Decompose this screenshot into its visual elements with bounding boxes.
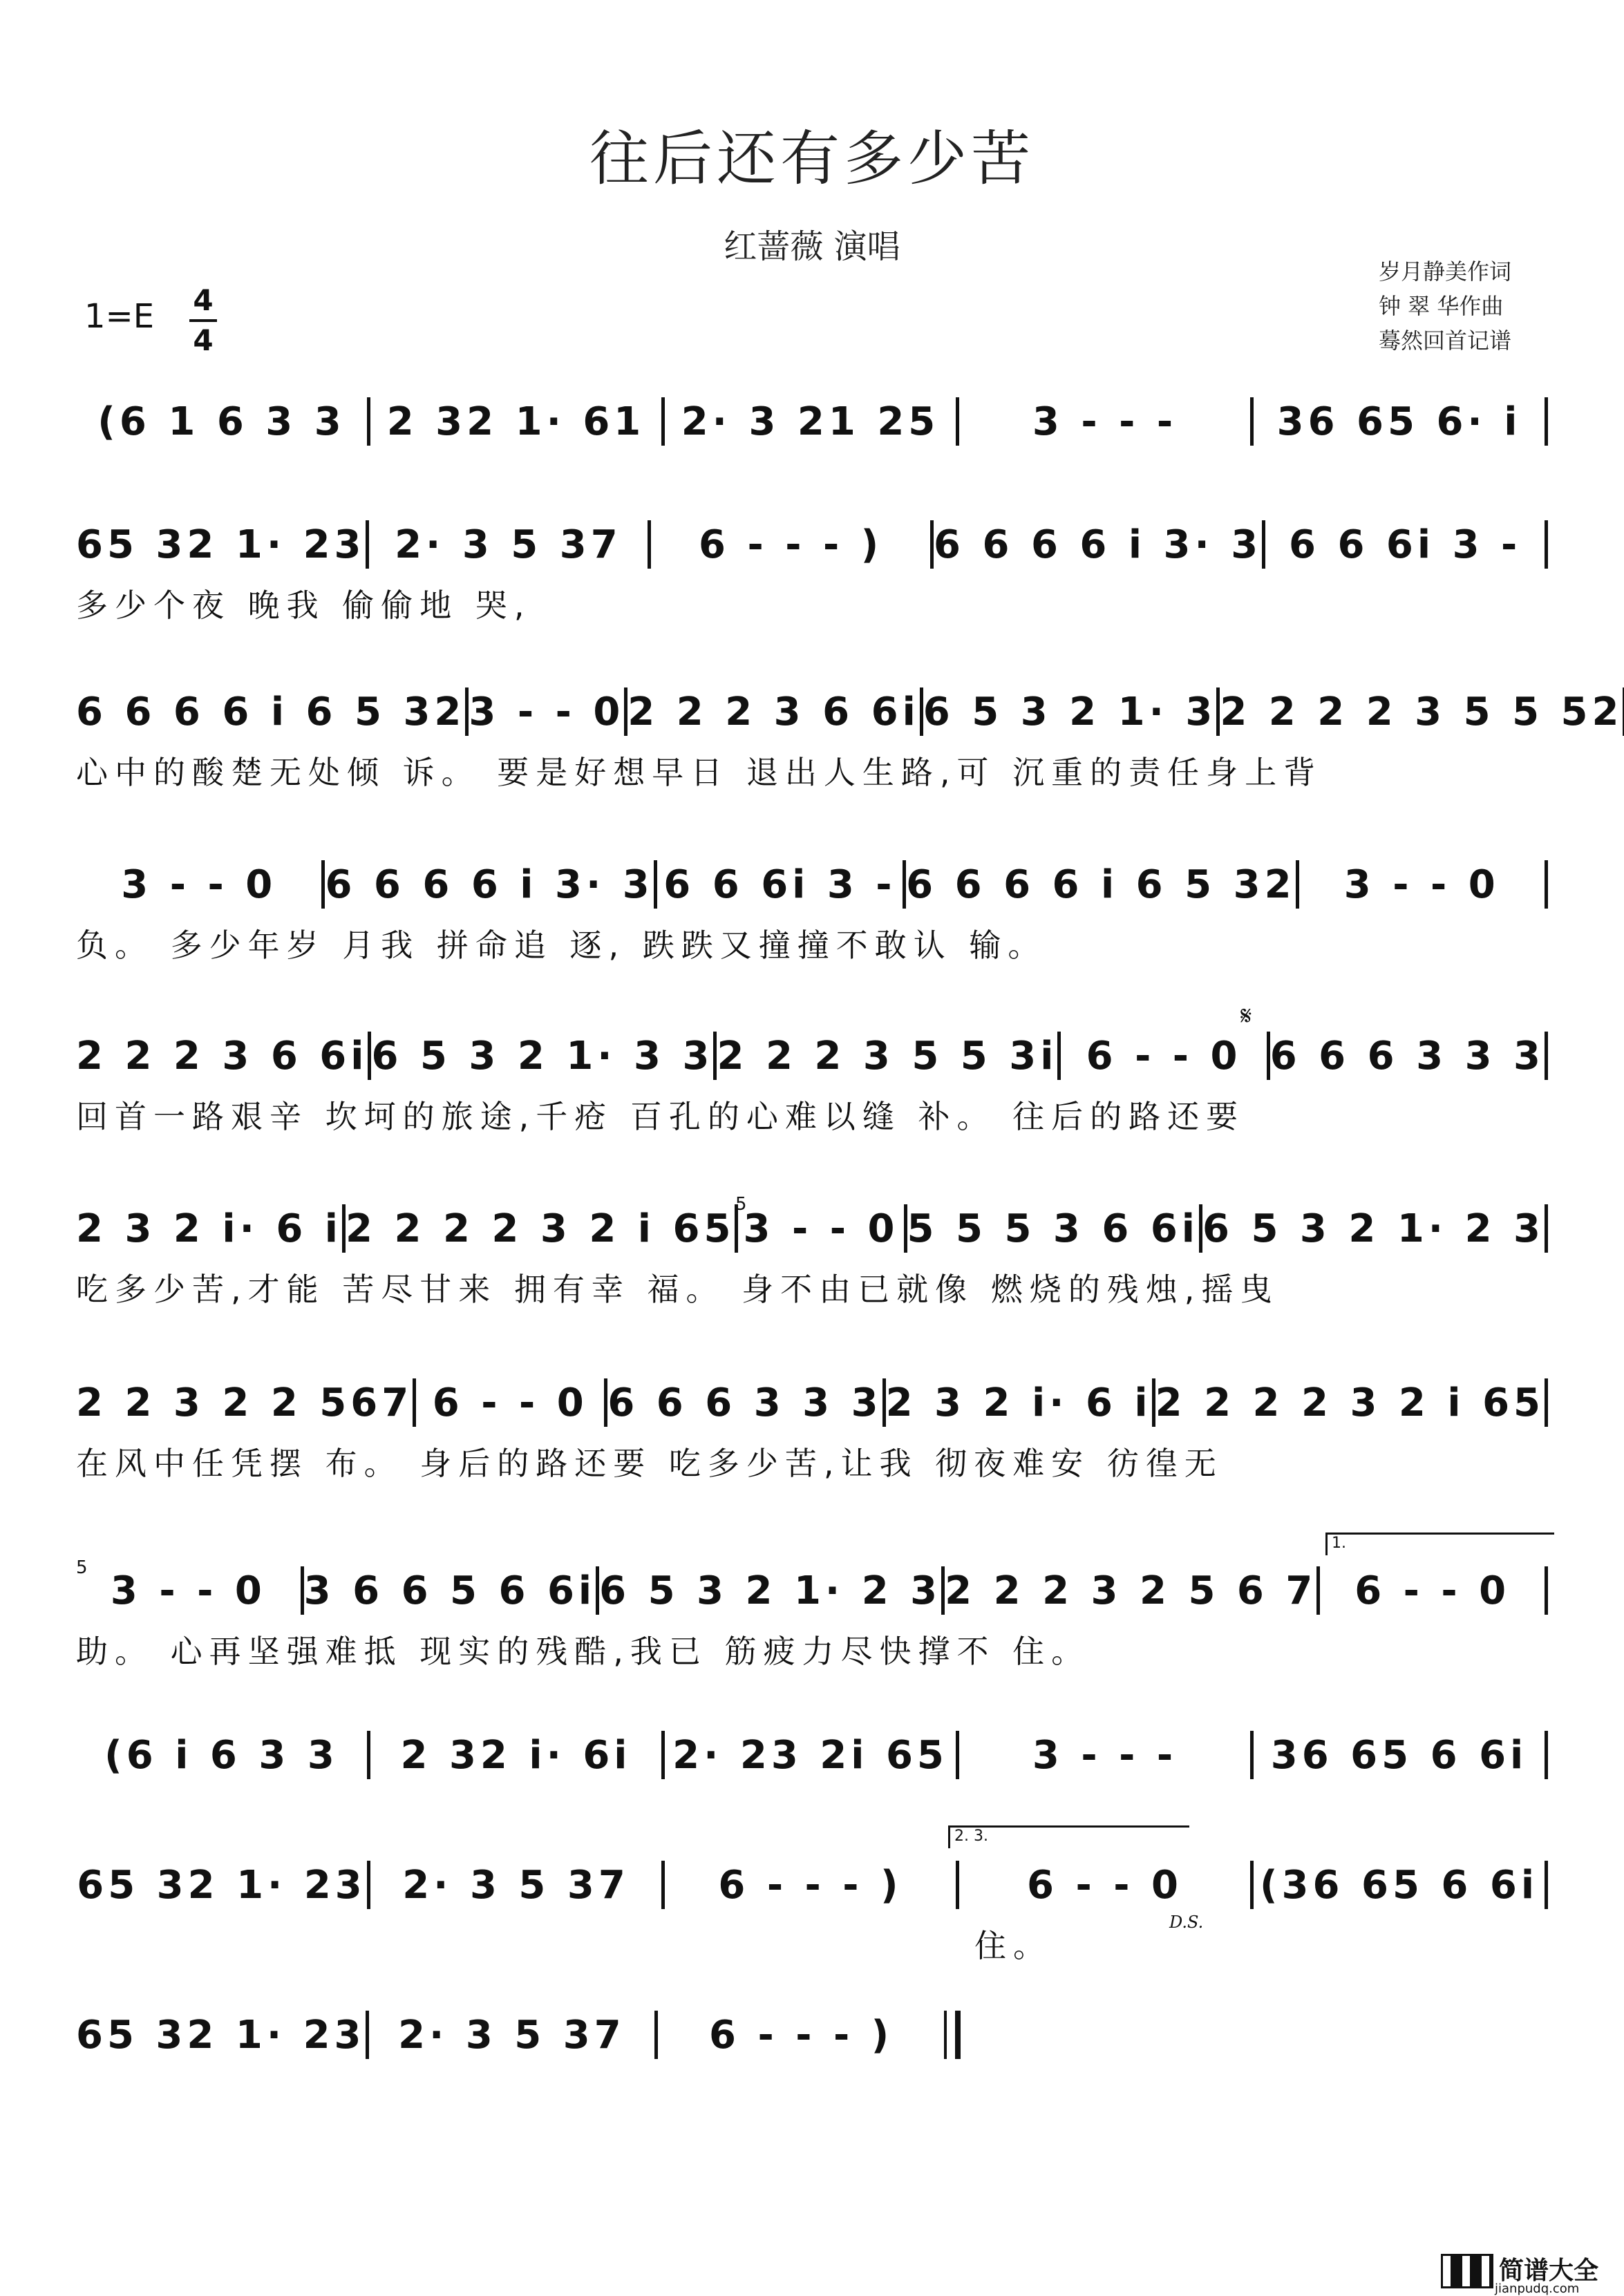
time-bottom: 4 bbox=[193, 323, 214, 357]
measure: 2· 3 5 37 bbox=[402, 1862, 630, 1908]
measure: 6 - - - ) bbox=[718, 1862, 903, 1908]
breath-mark: 5 bbox=[735, 1194, 747, 1215]
measure: 3 - - 0 bbox=[1343, 862, 1500, 907]
measure: 6 6 6 6 i 6 5 32 bbox=[76, 689, 466, 734]
measure: 6 6 6 6 i 3· 3 bbox=[325, 862, 654, 907]
score-title: 往后还有多少苦 bbox=[589, 124, 1035, 193]
score-line-10 bbox=[76, 1857, 1548, 1913]
measure: 36 65 6 6i bbox=[1270, 1732, 1528, 1778]
measure: 2· 3 21 25 bbox=[681, 399, 940, 444]
measure: 3 - - 0 bbox=[743, 1206, 899, 1251]
measure: 2 2 3 2 2 567 bbox=[76, 1380, 413, 1425]
score-line-8 bbox=[76, 1563, 1548, 1618]
measure: 3 - - - bbox=[1032, 1732, 1178, 1778]
measure: 6 - - 0 bbox=[1086, 1033, 1242, 1079]
bar-line bbox=[1545, 1566, 1548, 1615]
measure: 6 - - 0 bbox=[1354, 1568, 1511, 1613]
measure: 2 2 2 2 3 5 5 52 bbox=[1220, 689, 1623, 734]
measure: 6 5 3 2 1· 3 3 bbox=[371, 1033, 714, 1079]
measure: 6 6 6 3 3 3 bbox=[1269, 1033, 1545, 1079]
measure: (6 i 6 3 3 bbox=[104, 1732, 339, 1778]
measure: 6 5 3 2 1· 2 3 bbox=[599, 1568, 942, 1613]
measure: 2 2 2 3 6 6i bbox=[76, 1033, 368, 1079]
measure: 6 - - 0 bbox=[432, 1380, 588, 1425]
measure: 6 6 6 6 i 6 5 32 bbox=[906, 862, 1296, 907]
score-line-11 bbox=[76, 2007, 961, 2062]
measure: 2 2 2 3 6 6i bbox=[627, 689, 920, 734]
lyric-line-10: 住。 bbox=[974, 1927, 1052, 1964]
transcriber: 蓦然回首记谱 bbox=[1379, 328, 1512, 354]
site-logo bbox=[1441, 2254, 1599, 2296]
key-signature: 1=E bbox=[84, 297, 155, 336]
score-line-7 bbox=[76, 1375, 1548, 1430]
measure: 6 6 6 6 i 3· 3 bbox=[934, 522, 1263, 567]
segno-sign: 𝄋 bbox=[1240, 1000, 1252, 1031]
logo-text: 简谱大全 bbox=[1499, 2257, 1599, 2285]
measure: 2 2 2 3 5 5 3i bbox=[717, 1033, 1058, 1079]
score-line-6 bbox=[76, 1201, 1548, 1256]
measure: (36 65 6 6i bbox=[1259, 1862, 1539, 1908]
time-signature bbox=[188, 282, 218, 359]
measure: (6 1 6 3 3 bbox=[97, 399, 346, 444]
ds-mark: D.S. bbox=[1169, 1913, 1204, 1932]
lyric-line-4: 负。 多少年岁 月我 拼命追 逐, 跌跌又撞撞不敢认 输。 bbox=[76, 927, 1047, 964]
measure: 6 - - 0 bbox=[1027, 1862, 1182, 1908]
measure: 2· 23 2i 65 bbox=[672, 1732, 948, 1778]
performer: 红蔷薇 演唱 bbox=[724, 227, 900, 266]
lyric-line-6: 吃多少苦,才能 苦尽甘来 拥有幸 福。 身不由已就像 燃烧的残烛,摇曳 bbox=[76, 1271, 1279, 1308]
measure: 6 5 3 2 1· 2 3 bbox=[1202, 1206, 1545, 1251]
measure: 65 32 1· 23 bbox=[76, 2012, 366, 2058]
piano-icon bbox=[1441, 2254, 1493, 2288]
measure: 3 - - 0 bbox=[110, 1568, 266, 1613]
lyric-line-7: 在风中任凭摆 布。 身后的路还要 吃多少苦,让我 彻夜难安 彷徨无 bbox=[76, 1445, 1223, 1482]
lyric-line-8: 助。 心再坚强难抵 现实的残酷,我已 筋疲力尽快撑不 住。 bbox=[76, 1633, 1090, 1670]
measure: 6 - - - ) bbox=[699, 522, 883, 567]
bar-line bbox=[1545, 1861, 1548, 1909]
score-line-1 bbox=[76, 394, 1548, 449]
measure: 65 32 1· 23 bbox=[76, 522, 366, 567]
lyric-line-3: 心中的酸楚无处倾 诉。 要是好想早日 退出人生路,可 沉重的责任身上背 bbox=[76, 754, 1323, 791]
measure: 2 3 2 i· 6 i bbox=[76, 1206, 343, 1251]
measure: 6 6 6i 3 - bbox=[1288, 522, 1522, 567]
measure: 3 6 6 5 6 6i bbox=[303, 1568, 596, 1613]
measure: 36 65 6· i bbox=[1276, 399, 1522, 444]
lyric-line-2: 多少个夜 晚我 偷偷地 哭, bbox=[76, 587, 531, 624]
measure: 3 - - 0 bbox=[121, 862, 277, 907]
score-line-2 bbox=[76, 517, 1548, 572]
measure: 3 - - - bbox=[1032, 399, 1178, 444]
measure: 3 - - 0 bbox=[469, 689, 625, 734]
score-line-5 bbox=[76, 1028, 1548, 1083]
lyric-line-5: 回首一路艰辛 坎坷的旅途,千疮 百孔的心难以缝 补。 往后的路还要 bbox=[76, 1098, 1245, 1135]
measure: 6 6 6i 3 - bbox=[663, 862, 896, 907]
measure: 2· 3 5 37 bbox=[395, 522, 622, 567]
volta-first-ending: 1. bbox=[1325, 1533, 1554, 1555]
measure: 2 32 i· 6i bbox=[400, 1732, 632, 1778]
lyricist: 岁月静美作词 bbox=[1379, 258, 1512, 285]
bar-line bbox=[1545, 1032, 1548, 1080]
composer: 钟 翠 华作曲 bbox=[1379, 293, 1504, 319]
score-line-4 bbox=[76, 857, 1548, 912]
bar-line bbox=[1545, 397, 1548, 446]
bar-line bbox=[1545, 1204, 1548, 1253]
bar-line bbox=[1545, 1378, 1548, 1427]
bar-line bbox=[1545, 860, 1548, 909]
measure: 2 3 2 i· 6 i bbox=[885, 1380, 1152, 1425]
bar-line bbox=[944, 2011, 961, 2059]
time-top: 4 bbox=[193, 283, 214, 317]
logo-url: jianpudq.com bbox=[1495, 2281, 1580, 2296]
measure: 6 5 3 2 1· 3 bbox=[923, 689, 1217, 734]
bar-line bbox=[1545, 520, 1548, 569]
measure: 2 2 2 2 3 2 i 65 bbox=[346, 1206, 735, 1251]
measure: 2 2 2 3 2 5 6 7 bbox=[945, 1568, 1317, 1613]
credits bbox=[1379, 254, 1511, 358]
measure: 2· 3 5 37 bbox=[398, 2012, 625, 2058]
measure: 65 32 1· 23 bbox=[77, 1862, 366, 1908]
measure: 5 5 5 3 6 6i bbox=[907, 1206, 1199, 1251]
bar-line bbox=[1545, 1731, 1548, 1779]
measure: 2 2 2 2 3 2 i 65 bbox=[1155, 1380, 1545, 1425]
measure: 6 - - - ) bbox=[709, 2012, 894, 2058]
breath-mark-2: 5 bbox=[76, 1557, 88, 1578]
score-line-3 bbox=[76, 684, 1623, 739]
score-line-9 bbox=[76, 1727, 1548, 1783]
volta-second-ending: 2. 3. bbox=[948, 1825, 1189, 1848]
measure: 2 32 1· 61 bbox=[386, 399, 645, 444]
measure: 6 6 6 3 3 3 bbox=[607, 1380, 882, 1425]
